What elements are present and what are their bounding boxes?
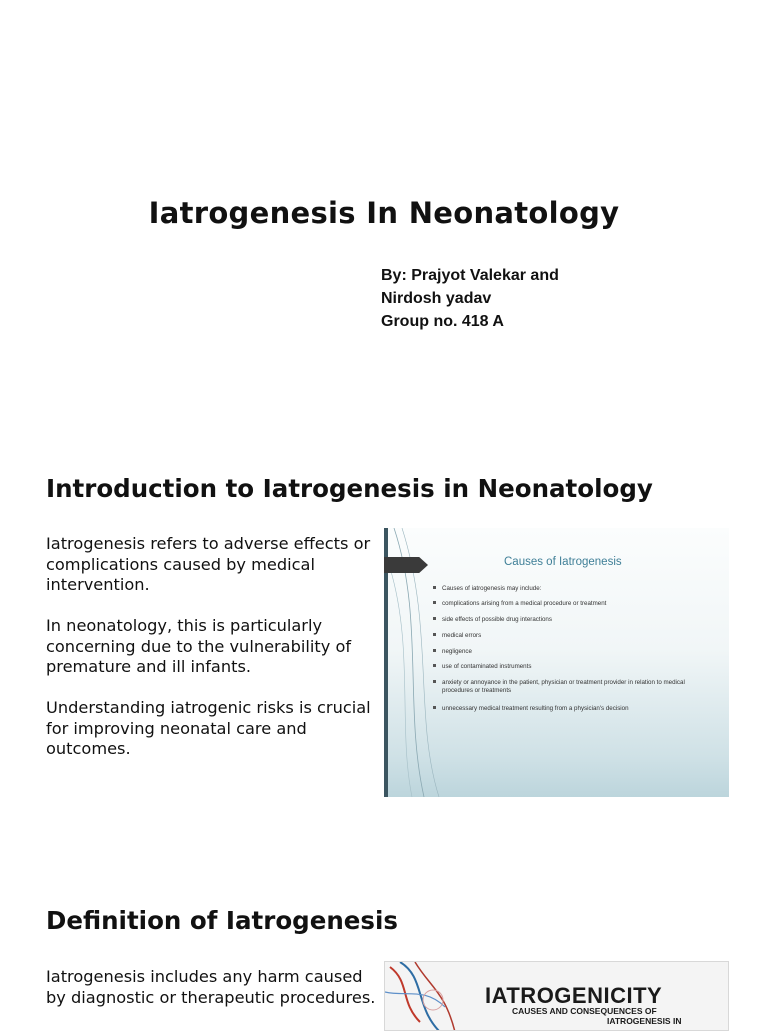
intro-paragraph-2: In neonatology, this is particularly concerning due to the vulnerability of premature and ill infants. [46,616,352,676]
slide-bullet: Causes of iatrogenesis may include: [442,585,692,593]
slide-bullet: side effects of possible drug interactions [442,616,692,624]
slide-bullet: anxiety or annoyance in the patient, physician or treatment provider in relation to medical procedures or treatments [442,679,692,694]
authors-line-1: By: Prajyot Valekar and [381,267,559,284]
arrow-tab-icon [384,557,428,573]
authors-block [381,264,559,333]
slide-bullet: medical errors [442,632,692,640]
intro-paragraph-1: Iatrogenesis refers to adverse effects or complications caused by medical intervention. [46,534,371,594]
iatrogenicity-slide-image [384,961,729,1031]
slide-title: Causes of Iatrogenesis [504,556,622,568]
slide-bullet: negligence [442,648,692,656]
anatomy-illustration-icon [385,962,485,1031]
slide-subtitle-line-2: IATROGENESIS IN [607,1016,682,1026]
slide-title: IATROGENICITY [485,983,663,1008]
slide-bullet: use of contaminated instruments [442,663,692,671]
definition-paragraph: Iatrogenesis includes any harm caused by diagnostic or therapeutic procedures. [46,967,376,1007]
authors-line-2: Nirdosh yadav [381,290,492,307]
slide-bullet: complications arising from a medical procedure or treatment [442,600,692,608]
page-title: Iatrogenesis In Neonatology [148,196,620,230]
intro-paragraph-3: Understanding iatrogenic risks is crucial for improving neonatal care and outcomes. [46,698,371,758]
slide-subtitle-line-1: CAUSES AND CONSEQUENCES OF [512,1006,657,1016]
causes-slide-image [384,528,729,797]
group-number: Group no. 418 A [381,313,504,330]
section-heading-introduction: Introduction to Iatrogenesis in Neonatology [46,474,653,503]
slide-bullet: unnecessary medical treatment resulting from a physician's decision [442,705,692,713]
section-heading-definition: Definition of Iatrogenesis [46,906,398,935]
